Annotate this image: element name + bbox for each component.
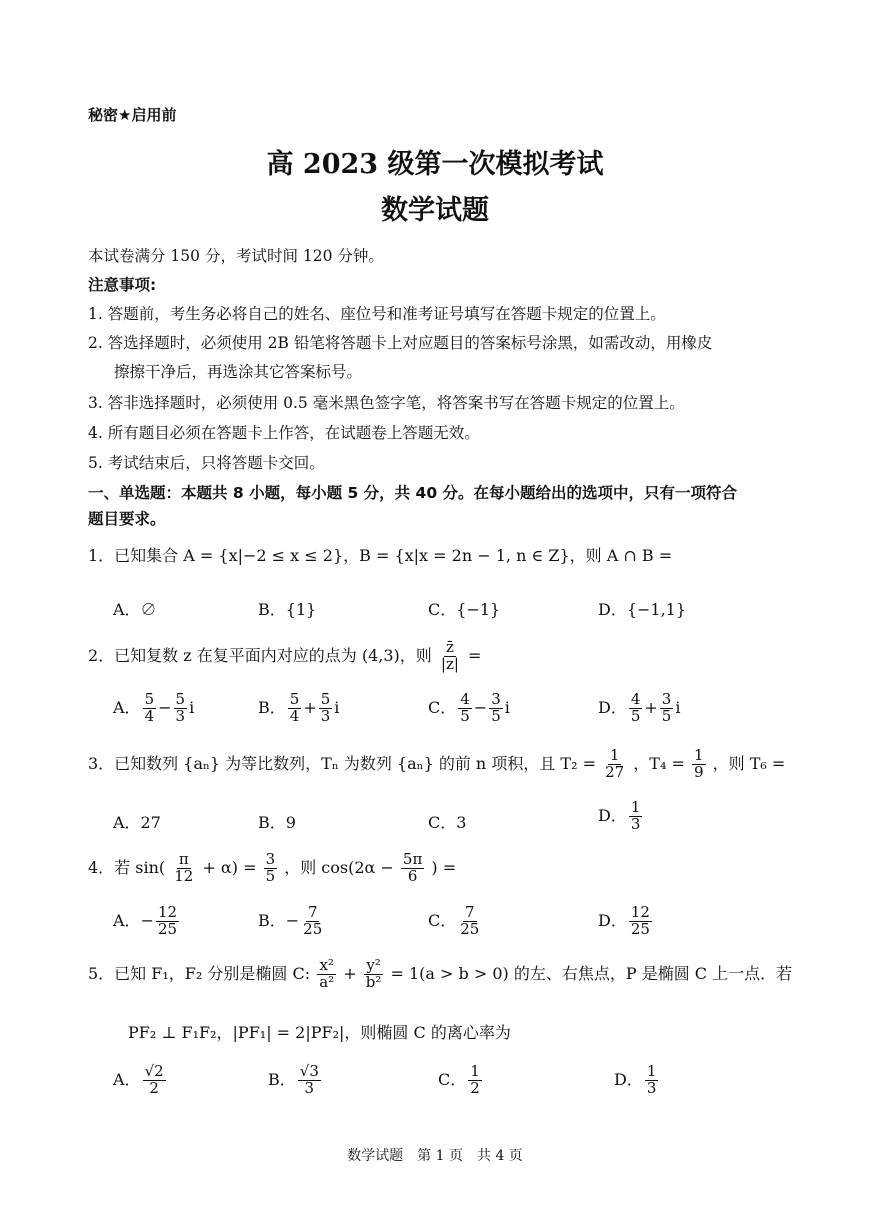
q4-option-a: A．− $\frac{12}{25}$ — [113, 903, 178, 938]
notice-item: 2. 答选择题时，必须使用 2B 铅笔将答题卡上对应题目的答案标号涂黑，如需改动，用橡皮 — [88, 334, 713, 352]
exam-title: 高 2023 级第一次模拟考试 — [266, 149, 604, 180]
q3-option-c: C．3 — [428, 813, 467, 832]
question-3-stem: 3．已知数列 {aₙ} 为等比数列，Tₙ 为数列 {aₙ} 的前 n 项积，且 T₂ = $\frac{1}{27}$ ，T₄ = $\frac{1}{9}$ ，则 T₆ = — [88, 746, 786, 781]
confidential-mark: 秘密★启用前 — [88, 106, 177, 124]
question-1-stem: 1．已知集合 A = {x|−2 ≤ x ≤ 2}，B = {x|x = 2n − 1, n ∈ Z}，则 A ∩ B = — [88, 546, 673, 565]
q4-option-c: C． $\frac{7}{25}$ — [428, 903, 480, 938]
q1-option-c: C．{−1} — [428, 600, 501, 619]
q2-option-d: D． $\frac{4}{5}$ + $\frac{3}{5}$ i — [598, 690, 681, 725]
q3-option-b: B．9 — [258, 813, 296, 832]
q5-option-c: C． $\frac{1}{2}$ — [438, 1062, 480, 1097]
q3-option-a: A．27 — [113, 813, 161, 832]
q1-option-b: B．{1} — [258, 600, 317, 619]
question-2-stem: 2．已知复数 z 在复平面内对应的点为 (4,3)，则 $\frac{z̄}{|z|}$ = — [88, 638, 482, 673]
q4-option-b: B．− $\frac{7}{25}$ — [258, 903, 323, 938]
notice-item: 4. 所有题目必须在答题卡上作答，在试题卷上答题无效。 — [88, 424, 480, 442]
notice-item: 5. 考试结束后，只将答题卡交回。 — [88, 454, 325, 472]
q1-option-d: D．{−1,1} — [598, 600, 687, 619]
q5-option-a: A． $\frac{√2}{2}$ — [113, 1062, 164, 1097]
section-heading: 题目要求。 — [88, 510, 166, 528]
notice-title: 注意事项: — [88, 276, 157, 294]
q3-option-d: D． $\frac{1}{3}$ — [598, 798, 641, 833]
q1-option-a: A．∅ — [113, 600, 157, 619]
q5-option-b: B． $\frac{√3}{3}$ — [268, 1062, 319, 1097]
question-4-stem: 4．若 sin( $\frac{\pi}{12}$ + α) = $\frac{3}{5}$ ，则 cos(2α − $\frac{5\pi}{6}$ ) = — [88, 850, 457, 885]
section-heading: 一、单选题：本题共 8 小题，每小题 5 分，共 40 分。在每小题给出的选项中，只有一项符合 — [88, 484, 738, 502]
score-line: 本试卷满分 150 分，考试时间 120 分钟。 — [88, 247, 384, 265]
notice-item: 3. 答非选择题时，必须使用 0.5 毫米黑色签字笔，将答案书写在答题卡规定的位置上。 — [88, 394, 685, 412]
q2-option-a: A． $\frac{5}{4}$ − $\frac{5}{3}$ i — [113, 690, 195, 725]
q5-option-d: D． $\frac{1}{3}$ — [614, 1062, 657, 1097]
exam-subtitle: 数学试题 — [381, 195, 489, 226]
q2-option-b: B． $\frac{5}{4}$ + $\frac{5}{3}$ i — [258, 690, 340, 725]
q2-option-c: C． $\frac{4}{5}$ − $\frac{3}{5}$ i — [428, 690, 510, 725]
question-5-stem: 5．已知 F₁，F₂ 分别是椭圆 C: $\frac{\text{x²}}{\text{a²}}$ + $\frac{\text{y²}}{\text{b²}}$ = 1(a > b > 0) 的左、右焦点，P 是椭圆 C 上一点．若 — [88, 956, 793, 991]
question-5-stem-line2: PF₂ ⊥ F₁F₂，|PF₁| = 2|PF₂|，则椭圆 C 的离心率为 — [128, 1023, 511, 1042]
page-footer: 数学试题 第 1 页 共 4 页 — [347, 1148, 523, 1164]
notice-item: 1. 答题前，考生务必将自己的姓名、座位号和准考证号填写在答题卡规定的位置上。 — [88, 305, 666, 323]
notice-item: 擦擦干净后，再选涂其它答案标号。 — [114, 363, 363, 381]
q4-option-d: D． $\frac{12}{25}$ — [598, 903, 650, 938]
